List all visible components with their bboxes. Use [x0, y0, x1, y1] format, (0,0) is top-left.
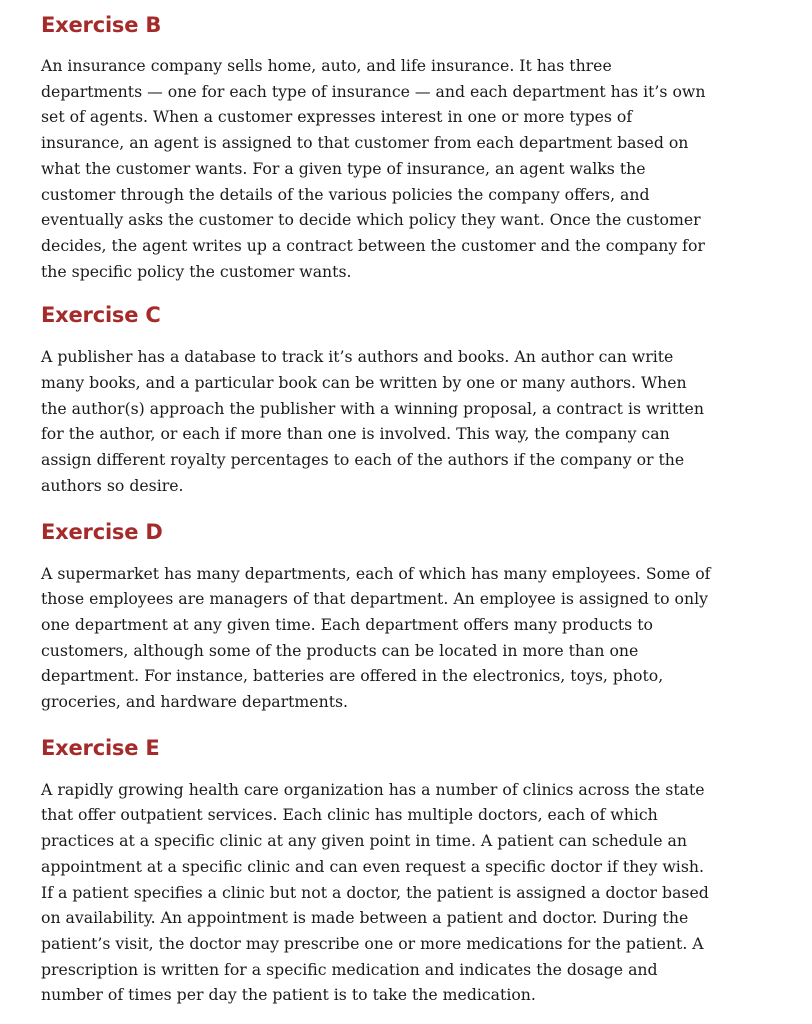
text-line: one department at any given time. Each department offers many products to: [41, 614, 653, 634]
exercise-e-paragraph: [41, 777, 772, 1008]
text-line: the specific policy the customer wants.: [41, 261, 352, 281]
text-line: set of agents. When a customer expresses interest in one or more types of: [41, 107, 633, 127]
text-line: that offer outpatient services. Each clinic has multiple doctors, each of which: [41, 805, 658, 825]
text-line: A rapidly growing health care organization has a number of clinics across the state: [41, 779, 705, 799]
text-line: on availability. An appointment is made between a patient and doctor. During the: [41, 908, 689, 928]
text-line: assign different royalty percentages to each of the authors if the company or the: [41, 450, 685, 470]
text-line: customers, although some of the products can be located in more than one: [41, 640, 639, 660]
text-line: department. For instance, batteries are offered in the electronics, toys, photo,: [41, 666, 664, 686]
text-line: A supermarket has many departments, each of which has many employees. Some of: [41, 563, 711, 583]
text-line: patient’s visit, the doctor may prescribe one or more medications for the patient. A: [41, 933, 704, 953]
text-line: appointment at a specific clinic and can even request a specific doctor if they wish.: [41, 856, 704, 876]
text-line: authors so desire.: [41, 475, 184, 495]
text-line: insurance, an agent is assigned to that customer from each department based on: [41, 133, 689, 153]
exercise-d-paragraph: [41, 561, 772, 715]
text-line: groceries, and hardware departments.: [41, 692, 349, 712]
text-line: those employees are managers of that department. An employee is assigned to only: [41, 589, 708, 609]
exercise-b-section: [41, 11, 772, 284]
text-line: what the customer wants. For a given type of insurance, an agent walks the: [41, 158, 646, 178]
text-line: If a patient specifies a clinic but not a doctor, the patient is assigned a doctor based: [41, 882, 709, 902]
exercise-e-heading: Exercise E: [41, 735, 160, 760]
text-line: eventually asks the customer to decide which policy they want. Once the customer: [41, 210, 701, 230]
text-line: prescription is written for a specific medication and indicates the dosage and: [41, 959, 658, 979]
exercise-d-heading: Exercise D: [41, 519, 163, 544]
text-line: An insurance company sells home, auto, and life insurance. It has three: [41, 56, 612, 75]
text-line: for the author, or each if more than one is involved. This way, the company can: [41, 424, 670, 444]
text-line: A publisher has a database to track it’s authors and books. An author can write: [41, 347, 674, 367]
exercise-b-paragraph: [41, 53, 772, 284]
text-line: number of times per day the patient is to take the medication.: [41, 985, 536, 1005]
text-line: decides, the agent writes up a contract between the customer and the company for: [41, 235, 705, 255]
text-line: the author(s) approach the publisher with a winning proposal, a contract is written: [41, 398, 704, 418]
text-line: departments — one for each type of insurance — and each department has it’s own: [41, 81, 706, 101]
exercise-b-heading: Exercise B: [41, 13, 162, 37]
exercise-e-section: [41, 734, 772, 1008]
text-line: many books, and a particular book can be written by one or many authors. When: [41, 373, 687, 393]
text-line: practices at a specific clinic at any given point in time. A patient can schedule an: [41, 831, 687, 851]
exercise-d-section: [41, 518, 772, 715]
exercise-c-section: [41, 301, 772, 498]
exercise-c-paragraph: [41, 344, 772, 498]
exercise-c-heading: Exercise C: [41, 303, 161, 328]
text-line: customer through the details of the various policies the company offers, and: [41, 184, 650, 204]
